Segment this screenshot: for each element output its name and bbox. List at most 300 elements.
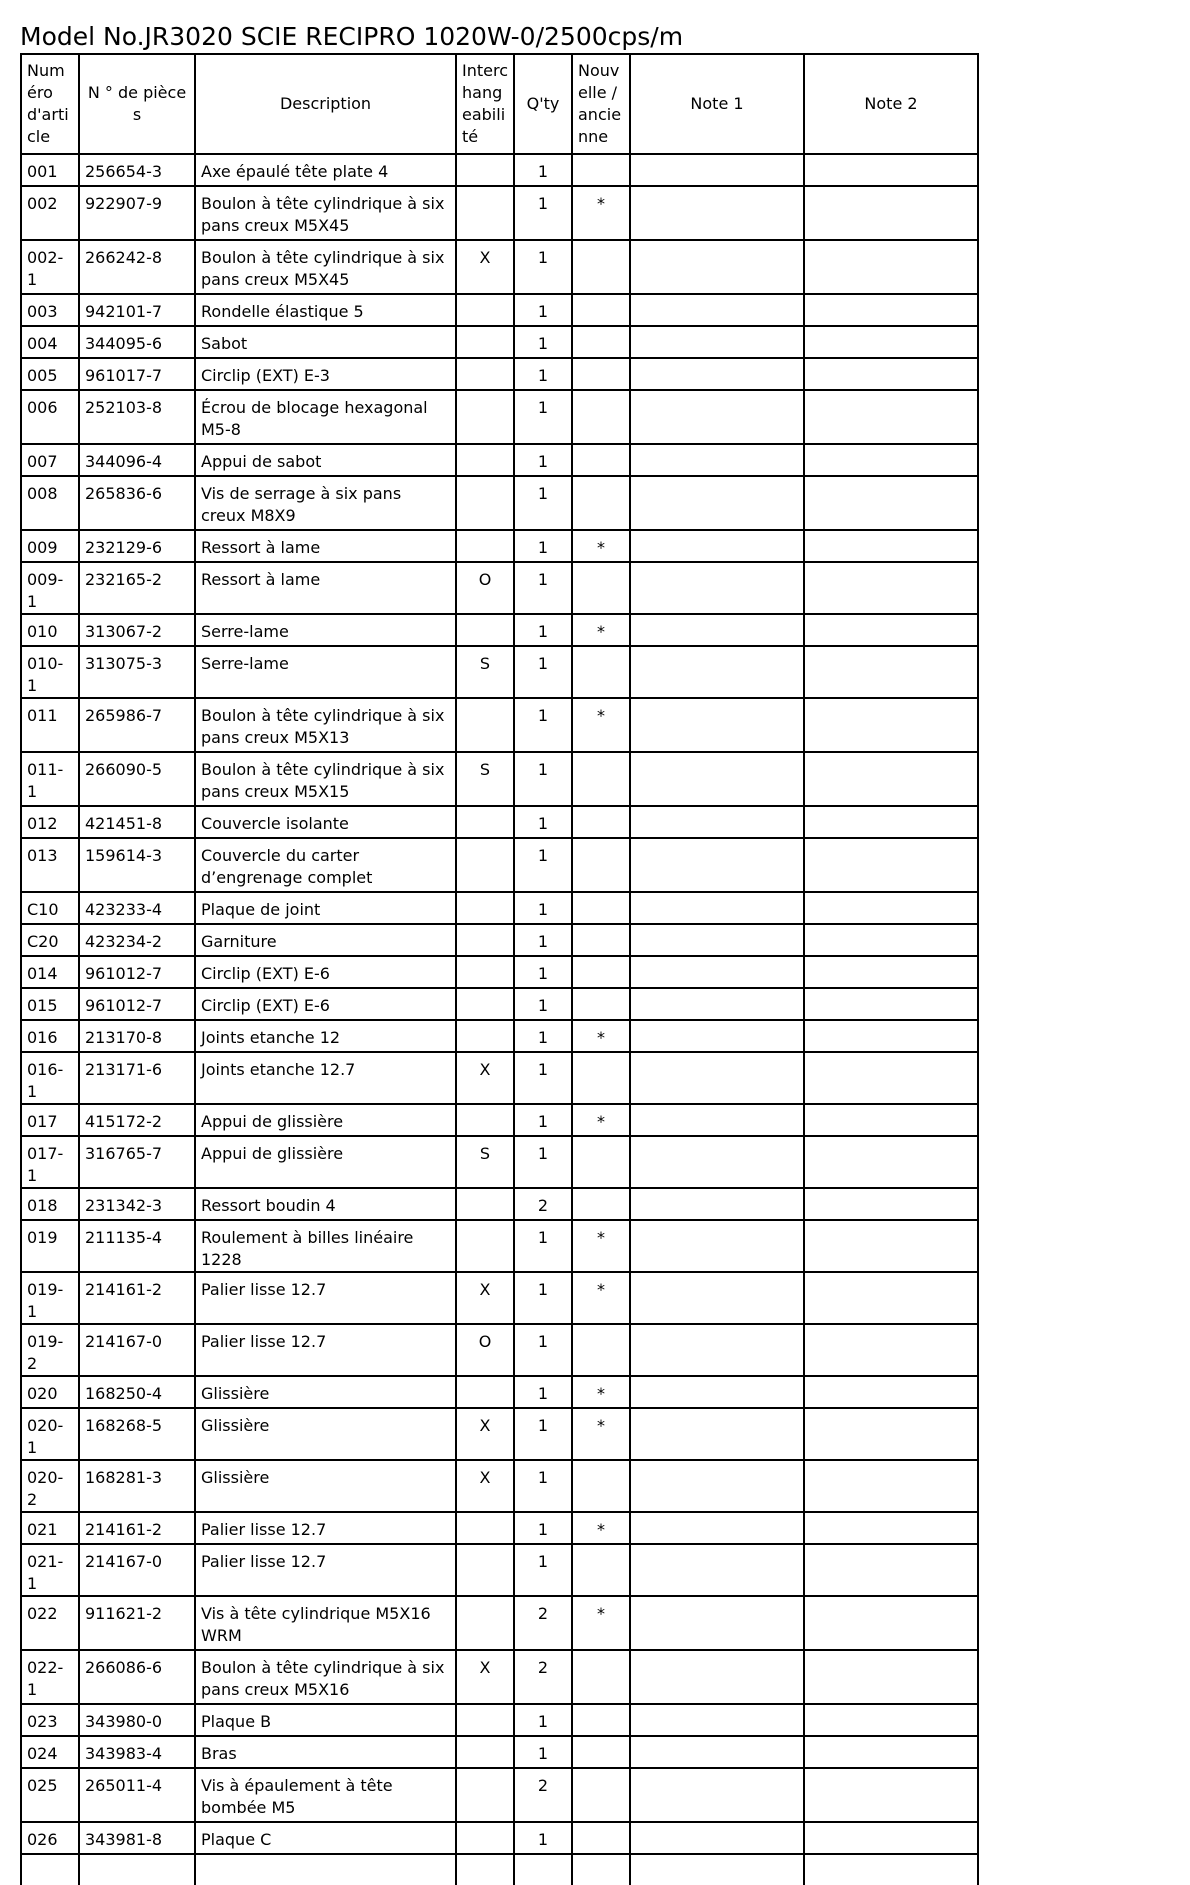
cell-new-old bbox=[572, 646, 630, 698]
header-quantity: Q'ty bbox=[514, 54, 572, 154]
table-row bbox=[21, 1650, 978, 1704]
cell-quantity: 1 bbox=[514, 646, 572, 698]
cell-quantity: 1 bbox=[514, 476, 572, 530]
cell-quantity: 2 bbox=[514, 1768, 572, 1822]
cell-article-number: 017 bbox=[21, 1104, 79, 1136]
cell-interchangeability: S bbox=[456, 752, 514, 806]
cell-interchangeability bbox=[456, 1104, 514, 1136]
cell-interchangeability bbox=[456, 1704, 514, 1736]
cell-part-number: 922907-9 bbox=[79, 186, 195, 240]
cell-note-2 bbox=[804, 1220, 978, 1272]
cell-part-number: 313067-2 bbox=[79, 614, 195, 646]
cell-note-2 bbox=[804, 186, 978, 240]
cell-interchangeability bbox=[456, 154, 514, 186]
cell-article-number: 025 bbox=[21, 1768, 79, 1822]
cell-interchangeability: X bbox=[456, 1052, 514, 1104]
cell-note-1 bbox=[630, 806, 804, 838]
table-row bbox=[21, 186, 978, 240]
cell-part-number: 415172-2 bbox=[79, 1104, 195, 1136]
cell-note-1 bbox=[630, 1544, 804, 1596]
cell-quantity: 1 bbox=[514, 1136, 572, 1188]
cell-part-number: 423234-2 bbox=[79, 924, 195, 956]
cell-new-old bbox=[572, 956, 630, 988]
table-header-row bbox=[21, 54, 978, 154]
cell-new-old bbox=[572, 1460, 630, 1512]
empty-cell bbox=[195, 1854, 456, 1885]
cell-interchangeability bbox=[456, 1768, 514, 1822]
cell-note-2 bbox=[804, 956, 978, 988]
cell-note-2 bbox=[804, 1822, 978, 1854]
cell-new-old bbox=[572, 1544, 630, 1596]
cell-part-number: 266242-8 bbox=[79, 240, 195, 294]
cell-quantity: 1 bbox=[514, 294, 572, 326]
cell-part-number: 232165-2 bbox=[79, 562, 195, 614]
cell-article-number: 001 bbox=[21, 154, 79, 186]
cell-new-old bbox=[572, 924, 630, 956]
cell-description: Plaque C bbox=[195, 1822, 456, 1854]
cell-part-number: 252103-8 bbox=[79, 390, 195, 444]
cell-note-2 bbox=[804, 1324, 978, 1376]
table-row bbox=[21, 240, 978, 294]
cell-quantity: 1 bbox=[514, 444, 572, 476]
table-row bbox=[21, 1460, 978, 1512]
cell-note-1 bbox=[630, 358, 804, 390]
cell-note-2 bbox=[804, 924, 978, 956]
cell-part-number: 232129-6 bbox=[79, 530, 195, 562]
cell-part-number: 159614-3 bbox=[79, 838, 195, 892]
cell-description: Bras bbox=[195, 1736, 456, 1768]
cell-note-2 bbox=[804, 1408, 978, 1460]
table-row bbox=[21, 1544, 978, 1596]
cell-note-1 bbox=[630, 186, 804, 240]
table-row bbox=[21, 1052, 978, 1104]
cell-part-number: 214167-0 bbox=[79, 1324, 195, 1376]
cell-quantity: 1 bbox=[514, 562, 572, 614]
cell-note-1 bbox=[630, 1272, 804, 1324]
cell-note-2 bbox=[804, 988, 978, 1020]
cell-quantity: 1 bbox=[514, 1020, 572, 1052]
cell-part-number: 961017-7 bbox=[79, 358, 195, 390]
cell-quantity: 1 bbox=[514, 924, 572, 956]
cell-description: Boulon à tête cylindrique à six pans creux M5X15 bbox=[195, 752, 456, 806]
cell-new-old bbox=[572, 988, 630, 1020]
cell-note-1 bbox=[630, 698, 804, 752]
cell-new-old bbox=[572, 476, 630, 530]
cell-quantity: 1 bbox=[514, 1376, 572, 1408]
cell-note-1 bbox=[630, 1736, 804, 1768]
table-row bbox=[21, 326, 978, 358]
cell-new-old: * bbox=[572, 1376, 630, 1408]
table-row bbox=[21, 476, 978, 530]
cell-interchangeability: X bbox=[456, 1650, 514, 1704]
cell-new-old bbox=[572, 1768, 630, 1822]
cell-note-1 bbox=[630, 1220, 804, 1272]
cell-note-2 bbox=[804, 752, 978, 806]
cell-description: Vis à tête cylindrique M5X16 WRM bbox=[195, 1596, 456, 1650]
cell-part-number: 343980-0 bbox=[79, 1704, 195, 1736]
cell-description: Palier lisse 12.7 bbox=[195, 1272, 456, 1324]
cell-quantity: 1 bbox=[514, 1272, 572, 1324]
cell-note-1 bbox=[630, 1104, 804, 1136]
table-row bbox=[21, 390, 978, 444]
cell-new-old bbox=[572, 1324, 630, 1376]
cell-part-number: 214161-2 bbox=[79, 1272, 195, 1324]
cell-note-2 bbox=[804, 476, 978, 530]
cell-note-1 bbox=[630, 1376, 804, 1408]
cell-new-old bbox=[572, 1188, 630, 1220]
cell-article-number: 008 bbox=[21, 476, 79, 530]
table-row bbox=[21, 1736, 978, 1768]
table-row bbox=[21, 1136, 978, 1188]
cell-interchangeability bbox=[456, 1512, 514, 1544]
cell-new-old bbox=[572, 1736, 630, 1768]
table-row bbox=[21, 1512, 978, 1544]
empty-cell bbox=[21, 1854, 79, 1885]
table-row bbox=[21, 444, 978, 476]
cell-article-number: 009-1 bbox=[21, 562, 79, 614]
cell-new-old bbox=[572, 444, 630, 476]
cell-note-2 bbox=[804, 806, 978, 838]
table-row bbox=[21, 956, 978, 988]
cell-new-old bbox=[572, 892, 630, 924]
cell-new-old: * bbox=[572, 1104, 630, 1136]
cell-note-2 bbox=[804, 1736, 978, 1768]
cell-interchangeability bbox=[456, 1020, 514, 1052]
cell-article-number: 002-1 bbox=[21, 240, 79, 294]
cell-note-2 bbox=[804, 1512, 978, 1544]
cell-part-number: 231342-3 bbox=[79, 1188, 195, 1220]
cell-note-1 bbox=[630, 1512, 804, 1544]
cell-interchangeability bbox=[456, 1596, 514, 1650]
cell-note-1 bbox=[630, 892, 804, 924]
cell-note-2 bbox=[804, 1596, 978, 1650]
cell-part-number: 313075-3 bbox=[79, 646, 195, 698]
cell-new-old bbox=[572, 838, 630, 892]
cell-new-old bbox=[572, 326, 630, 358]
cell-description: Glissière bbox=[195, 1408, 456, 1460]
cell-article-number: 007 bbox=[21, 444, 79, 476]
table-row bbox=[21, 924, 978, 956]
cell-part-number: 265011-4 bbox=[79, 1768, 195, 1822]
header-note-1: Note 1 bbox=[630, 54, 804, 154]
page-title: Model No.JR3020 SCIE RECIPRO 1020W-0/2500cps/m bbox=[20, 22, 684, 51]
cell-note-2 bbox=[804, 1376, 978, 1408]
cell-description: Ressort boudin 4 bbox=[195, 1188, 456, 1220]
cell-new-old bbox=[572, 154, 630, 186]
cell-article-number: C10 bbox=[21, 892, 79, 924]
cell-interchangeability bbox=[456, 614, 514, 646]
cell-part-number: 213170-8 bbox=[79, 1020, 195, 1052]
header-part-number: N ° de pièces bbox=[79, 54, 195, 154]
table-row bbox=[21, 1596, 978, 1650]
cell-new-old: * bbox=[572, 1020, 630, 1052]
cell-interchangeability bbox=[456, 326, 514, 358]
cell-note-2 bbox=[804, 1650, 978, 1704]
table-row bbox=[21, 1272, 978, 1324]
cell-description: Ressort à lame bbox=[195, 562, 456, 614]
cell-description: Axe épaulé tête plate 4 bbox=[195, 154, 456, 186]
cell-note-1 bbox=[630, 956, 804, 988]
cell-part-number: 421451-8 bbox=[79, 806, 195, 838]
cell-quantity: 1 bbox=[514, 614, 572, 646]
empty-cell bbox=[804, 1854, 978, 1885]
header-article-number: Numéro d'article bbox=[21, 54, 79, 154]
cell-article-number: 011 bbox=[21, 698, 79, 752]
cell-interchangeability bbox=[456, 1220, 514, 1272]
cell-note-2 bbox=[804, 1544, 978, 1596]
cell-note-1 bbox=[630, 614, 804, 646]
cell-note-2 bbox=[804, 1272, 978, 1324]
table-row bbox=[21, 646, 978, 698]
cell-note-2 bbox=[804, 1460, 978, 1512]
cell-note-2 bbox=[804, 1020, 978, 1052]
cell-note-1 bbox=[630, 444, 804, 476]
cell-new-old: * bbox=[572, 1408, 630, 1460]
cell-description: Circlip (EXT) E-6 bbox=[195, 956, 456, 988]
cell-new-old bbox=[572, 1822, 630, 1854]
cell-interchangeability bbox=[456, 530, 514, 562]
cell-article-number: 006 bbox=[21, 390, 79, 444]
cell-new-old bbox=[572, 390, 630, 444]
cell-description: Palier lisse 12.7 bbox=[195, 1512, 456, 1544]
table-row bbox=[21, 614, 978, 646]
cell-new-old: * bbox=[572, 614, 630, 646]
cell-note-2 bbox=[804, 562, 978, 614]
cell-interchangeability bbox=[456, 838, 514, 892]
cell-quantity: 1 bbox=[514, 390, 572, 444]
cell-note-1 bbox=[630, 154, 804, 186]
cell-note-1 bbox=[630, 988, 804, 1020]
table-row bbox=[21, 892, 978, 924]
cell-note-2 bbox=[804, 240, 978, 294]
cell-article-number: 023 bbox=[21, 1704, 79, 1736]
cell-new-old bbox=[572, 1136, 630, 1188]
cell-quantity: 1 bbox=[514, 1104, 572, 1136]
cell-quantity: 1 bbox=[514, 1324, 572, 1376]
cell-quantity: 1 bbox=[514, 838, 572, 892]
cell-part-number: 168250-4 bbox=[79, 1376, 195, 1408]
cell-new-old bbox=[572, 1704, 630, 1736]
cell-interchangeability bbox=[456, 476, 514, 530]
cell-note-1 bbox=[630, 646, 804, 698]
cell-part-number: 266090-5 bbox=[79, 752, 195, 806]
cell-interchangeability bbox=[456, 988, 514, 1020]
table-row bbox=[21, 1188, 978, 1220]
cell-article-number: 003 bbox=[21, 294, 79, 326]
cell-description: Rondelle élastique 5 bbox=[195, 294, 456, 326]
empty-cell bbox=[630, 1854, 804, 1885]
cell-interchangeability: X bbox=[456, 1460, 514, 1512]
table-row bbox=[21, 1704, 978, 1736]
cell-quantity: 2 bbox=[514, 1596, 572, 1650]
cell-quantity: 1 bbox=[514, 956, 572, 988]
table-row bbox=[21, 562, 978, 614]
empty-cell bbox=[456, 1854, 514, 1885]
cell-note-1 bbox=[630, 1052, 804, 1104]
cell-description: Serre-lame bbox=[195, 614, 456, 646]
cell-description: Serre-lame bbox=[195, 646, 456, 698]
table-row bbox=[21, 1324, 978, 1376]
cell-new-old: * bbox=[572, 698, 630, 752]
cell-quantity: 1 bbox=[514, 530, 572, 562]
cell-description: Palier lisse 12.7 bbox=[195, 1544, 456, 1596]
cell-article-number: C20 bbox=[21, 924, 79, 956]
cell-note-2 bbox=[804, 390, 978, 444]
cell-interchangeability bbox=[456, 1736, 514, 1768]
cell-note-1 bbox=[630, 924, 804, 956]
cell-article-number: 020 bbox=[21, 1376, 79, 1408]
cell-article-number: 016-1 bbox=[21, 1052, 79, 1104]
cell-article-number: 021-1 bbox=[21, 1544, 79, 1596]
cell-description: Appui de glissière bbox=[195, 1104, 456, 1136]
cell-part-number: 266086-6 bbox=[79, 1650, 195, 1704]
cell-part-number: 256654-3 bbox=[79, 154, 195, 186]
cell-article-number: 014 bbox=[21, 956, 79, 988]
cell-article-number: 024 bbox=[21, 1736, 79, 1768]
cell-interchangeability: O bbox=[456, 1324, 514, 1376]
table-row bbox=[21, 1376, 978, 1408]
cell-note-2 bbox=[804, 444, 978, 476]
cell-part-number: 343981-8 bbox=[79, 1822, 195, 1854]
cell-quantity: 2 bbox=[514, 1650, 572, 1704]
cell-new-old bbox=[572, 294, 630, 326]
cell-new-old bbox=[572, 240, 630, 294]
cell-description: Boulon à tête cylindrique à six pans creux M5X45 bbox=[195, 186, 456, 240]
cell-note-1 bbox=[630, 1768, 804, 1822]
cell-part-number: 214161-2 bbox=[79, 1512, 195, 1544]
cell-interchangeability bbox=[456, 956, 514, 988]
header-note-2: Note 2 bbox=[804, 54, 978, 154]
cell-interchangeability: S bbox=[456, 1136, 514, 1188]
cell-article-number: 019 bbox=[21, 1220, 79, 1272]
cell-article-number: 015 bbox=[21, 988, 79, 1020]
cell-description: Garniture bbox=[195, 924, 456, 956]
cell-description: Couvercle du carter d’engrenage complet bbox=[195, 838, 456, 892]
cell-interchangeability bbox=[456, 294, 514, 326]
cell-interchangeability: X bbox=[456, 240, 514, 294]
cell-quantity: 1 bbox=[514, 186, 572, 240]
cell-interchangeability bbox=[456, 358, 514, 390]
cell-note-1 bbox=[630, 562, 804, 614]
cell-interchangeability bbox=[456, 698, 514, 752]
cell-note-1 bbox=[630, 1020, 804, 1052]
cell-part-number: 265836-6 bbox=[79, 476, 195, 530]
cell-article-number: 013 bbox=[21, 838, 79, 892]
cell-part-number: 343983-4 bbox=[79, 1736, 195, 1768]
cell-quantity: 2 bbox=[514, 1188, 572, 1220]
cell-article-number: 019-1 bbox=[21, 1272, 79, 1324]
table-row bbox=[21, 530, 978, 562]
empty-cell bbox=[79, 1854, 195, 1885]
cell-description: Roulement à billes linéaire 1228 bbox=[195, 1220, 456, 1272]
cell-part-number: 213171-6 bbox=[79, 1052, 195, 1104]
cell-note-1 bbox=[630, 1136, 804, 1188]
table-row bbox=[21, 154, 978, 186]
cell-note-2 bbox=[804, 154, 978, 186]
cell-part-number: 961012-7 bbox=[79, 956, 195, 988]
cell-note-1 bbox=[630, 1408, 804, 1460]
cell-quantity: 1 bbox=[514, 1408, 572, 1460]
cell-quantity: 1 bbox=[514, 1822, 572, 1854]
cell-interchangeability: S bbox=[456, 646, 514, 698]
cell-interchangeability bbox=[456, 892, 514, 924]
table-row bbox=[21, 988, 978, 1020]
cell-part-number: 168268-5 bbox=[79, 1408, 195, 1460]
cell-description: Sabot bbox=[195, 326, 456, 358]
cell-note-1 bbox=[630, 1188, 804, 1220]
cell-article-number: 010-1 bbox=[21, 646, 79, 698]
cell-note-1 bbox=[630, 476, 804, 530]
cell-description: Plaque de joint bbox=[195, 892, 456, 924]
cell-quantity: 1 bbox=[514, 326, 572, 358]
table-row bbox=[21, 1822, 978, 1854]
cell-article-number: 004 bbox=[21, 326, 79, 358]
table-row-empty bbox=[21, 1854, 978, 1885]
cell-quantity: 1 bbox=[514, 1460, 572, 1512]
cell-interchangeability bbox=[456, 186, 514, 240]
cell-quantity: 1 bbox=[514, 1704, 572, 1736]
cell-article-number: 010 bbox=[21, 614, 79, 646]
cell-interchangeability: X bbox=[456, 1272, 514, 1324]
cell-note-2 bbox=[804, 358, 978, 390]
empty-cell bbox=[514, 1854, 572, 1885]
cell-interchangeability bbox=[456, 390, 514, 444]
cell-description: Appui de glissière bbox=[195, 1136, 456, 1188]
cell-quantity: 1 bbox=[514, 892, 572, 924]
cell-new-old bbox=[572, 1052, 630, 1104]
cell-interchangeability bbox=[456, 1188, 514, 1220]
table-row bbox=[21, 1768, 978, 1822]
cell-note-2 bbox=[804, 1104, 978, 1136]
cell-note-2 bbox=[804, 1188, 978, 1220]
header-new-old: Nouvelle / ancienne bbox=[572, 54, 630, 154]
cell-article-number: 011-1 bbox=[21, 752, 79, 806]
cell-article-number: 012 bbox=[21, 806, 79, 838]
cell-note-2 bbox=[804, 698, 978, 752]
cell-note-2 bbox=[804, 646, 978, 698]
cell-description: Circlip (EXT) E-6 bbox=[195, 988, 456, 1020]
cell-quantity: 1 bbox=[514, 698, 572, 752]
cell-article-number: 019-2 bbox=[21, 1324, 79, 1376]
table-row bbox=[21, 806, 978, 838]
table-row bbox=[21, 838, 978, 892]
cell-quantity: 1 bbox=[514, 1512, 572, 1544]
cell-note-2 bbox=[804, 326, 978, 358]
cell-description: Ressort à lame bbox=[195, 530, 456, 562]
table-row bbox=[21, 1020, 978, 1052]
cell-quantity: 1 bbox=[514, 1052, 572, 1104]
cell-note-2 bbox=[804, 1052, 978, 1104]
header-interchangeability: Interchangeabilité bbox=[456, 54, 514, 154]
cell-note-1 bbox=[630, 294, 804, 326]
cell-description: Plaque B bbox=[195, 1704, 456, 1736]
cell-description: Écrou de blocage hexagonal M5-8 bbox=[195, 390, 456, 444]
cell-new-old: * bbox=[572, 1272, 630, 1324]
cell-article-number: 022 bbox=[21, 1596, 79, 1650]
cell-quantity: 1 bbox=[514, 752, 572, 806]
cell-part-number: 344096-4 bbox=[79, 444, 195, 476]
cell-new-old: * bbox=[572, 1596, 630, 1650]
parts-table bbox=[20, 53, 979, 1885]
cell-note-1 bbox=[630, 752, 804, 806]
table-row bbox=[21, 294, 978, 326]
cell-new-old: * bbox=[572, 1220, 630, 1272]
table-row bbox=[21, 1408, 978, 1460]
cell-new-old: * bbox=[572, 1512, 630, 1544]
cell-note-1 bbox=[630, 1460, 804, 1512]
cell-article-number: 020-2 bbox=[21, 1460, 79, 1512]
cell-description: Joints etanche 12 bbox=[195, 1020, 456, 1052]
